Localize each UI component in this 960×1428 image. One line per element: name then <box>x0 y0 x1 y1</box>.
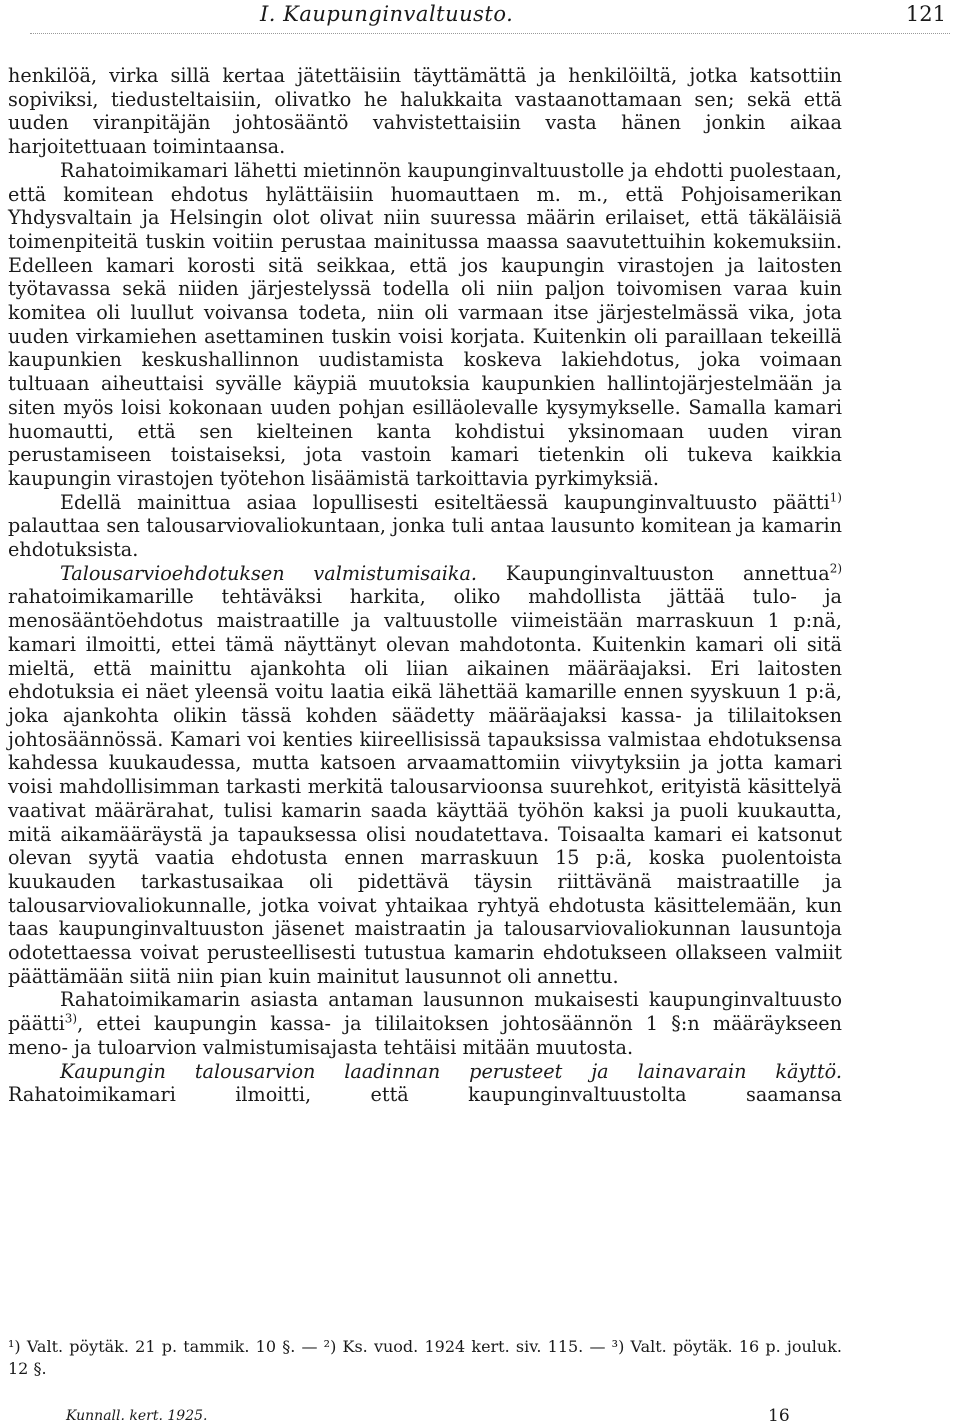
page-number: 121 <box>905 2 946 26</box>
paragraph-4 <box>8 562 842 989</box>
paragraph-1 <box>8 64 842 159</box>
section-heading-budget-basis: Kaupungin talousarvion laadinnan perusteet ja lainavarain käyttö. <box>60 1059 842 1083</box>
page-footer <box>0 1400 960 1428</box>
paragraph-6 <box>8 1060 842 1107</box>
paragraph-2-text: Rahatoimikamari lähetti mietinnön kaupunginvaltuustolle ja ehdotti puolestaan, että komitean ehdotus hylättäisiin huomauttaen m. m., että Pohjoisamerikan Yhdysvaltain ja Helsingin olot olivat niin suuressa määrin erilaiset, että täkäläisiä toimenpiteitä tuskin voitiin perustaa mainitussa maassa saavutettuihin kokemuksiin. Edelleen kamari korosti sitä seikkaa, että jos kaupungin virastojen ja laitosten työtavassa sekä niiden järjestelyssä todella oli niin paljon toivomisen varaa kuin komitea oli luullut voivansa todeta, niin oli varmaan itse järjestelmässä vika, jota uuden virkamiehen asettaminen tuskin voisi korjata. Kuitenkin oli paraillaan tekeillä kaupunkien keskushallinnon uudistamista koskeva lakiehdotus, joka voimaan tultuaan aiheuttaisi syvälle käypiä muutoksia kaupunkien hallintojärjestelmään ja siten myös loisi kokonaan uuden pohjan esilläolevalle kysymykselle. Samalla kamari huomautti, että sen kielteinen kanta kohdistui yksinomaan uuden viran perustamiseen toistaiseksi, jota vastoin kamari tietenkin oli tukeva kaikkia kaupungin virastojen työtehon lisäämistä tarkoittavia pyrkimyksiä. <box>8 158 842 490</box>
footnote-ref-2: 2) <box>829 561 843 576</box>
paragraph-3-text: Edellä mainittua asiaa lopullisesti esiteltäessä kaupunginvaltuusto päätti <box>60 490 830 514</box>
sheet-number: 16 <box>768 1406 790 1426</box>
paragraph-5-text: Rahatoimikamarin asiasta antaman lausunnon mukaisesti kaupunginvaltuusto päätti <box>8 988 842 1036</box>
footnotes <box>8 1336 842 1380</box>
section-heading-budget-timing: Talousarvioehdotuksen valmistumisaika. <box>60 561 478 585</box>
paragraph-5-text-after: , ettei kaupungin kassa- ja tililaitoksen johtosäännön 1 §:n määräykseen meno- ja tuloarvion valmistumisajasta tehtäisi mitään muutosta. <box>8 1012 842 1059</box>
paragraph-4-text: Kaupunginvaltuuston annettua <box>477 561 830 585</box>
header-rule <box>30 33 950 34</box>
paragraph-3 <box>8 491 842 562</box>
paragraph-5 <box>8 988 842 1059</box>
paragraph-1-text: henkilöä, virka sillä kertaa jätettäisiin täyttämättä ja henkilöiltä, jotka katsottiin sopiviksi, tiedusteltaisiin, olivatko he halukkaita vastaanottamaan sen; sekä että uuden viranpitäjän johtosääntö vahvistettaisiin vasta hänen jonkin aikaa harjoitettuaan toimintaansa. <box>8 64 842 159</box>
paragraph-6-text: Rahatoimikamari ilmoitti, että kaupunginvaltuustolta saamansa <box>8 1083 842 1107</box>
footnote-text: ¹) Valt. pöytäk. 21 p. tammik. 10 §. — ²) Ks. vuod. 1924 kert. siv. 115. — ³) Valt. pöytäk. 16 p. jouluk. 12 §. <box>8 1337 842 1378</box>
paragraph-3-text-after: palauttaa sen talousarviovaliokuntaan, jonka tuli antaa lausunto komitean ja kamarin ehdotuksista. <box>8 514 842 562</box>
body-text <box>8 64 842 1107</box>
paragraph-2 <box>8 159 842 491</box>
running-title: I. Kaupunginvaltuusto. <box>260 2 514 26</box>
footnote-ref-1: 1) <box>829 490 842 505</box>
paragraph-4-text-after: rahatoimikamarille tehtäväksi harkita, oliko mahdollista jättää tulo- ja menosääntöehdotus maistraatille ja valtuustolle viimeistään marraskuun 1 p:nä, kamari ilmoitti, ettei tämä näyttänyt olevan mahdotonta. Kuitenkin kamari oli sitä mieltä, että mainittu ajankohta oli liian aikainen määräajaksi. Eri laitosten ehdotuksia ei näet yleensä voitu laatia eikä lähettää kamarille ennen syyskuun 1 p:ä, joka ajankohta olikin tässä kohden säädetty määräajaksi kassa- ja tililaitoksen johtosäännössä. Kamari voi kenties kiireellisissä tapauksissa valmistaa ehdotuksensa kahdessa kuukaudessa, mutta katsoen arvaamattomiin viivytyksiin ja jotta kamari voisi mahdollisimman tarkasti merkitä talousarvioonsa suurehkot, erityistä käsittelyä vaativat määrärahat, tulisi kamarin saada käyttää työhön kaksi ja puoli kuukautta, mitä aikamääräystä ja tapauksessa olisi noudatettava. Toisaalta kamari ei katsonut olevan syytä vaatia ehdotusta ennen marraskuun 15 p:ä, koska puolentoista kuukauden tarkastusaikaa oli pidettävä täysin riittävänä maistraatille ja talousarviovaliokunnalle, jotka voivat yhtaikaa ryhtyä ehdotusta käsittelemään, kun taas kaupunginvaltuuston jäsenet maistraatin ja talousarviovaliokunnan lausuntoja odotettaessa voivat perusteellisesti tutustua kamarin ehdotukseen ollakseen valmiit päättämään siitä niin pian kuin mainitut lausunnot oli annettu. <box>8 585 842 988</box>
running-header <box>0 0 960 34</box>
footnote-ref-3: 3) <box>64 1011 78 1026</box>
signature-mark: Kunnall. kert. 1925. <box>66 1408 208 1424</box>
